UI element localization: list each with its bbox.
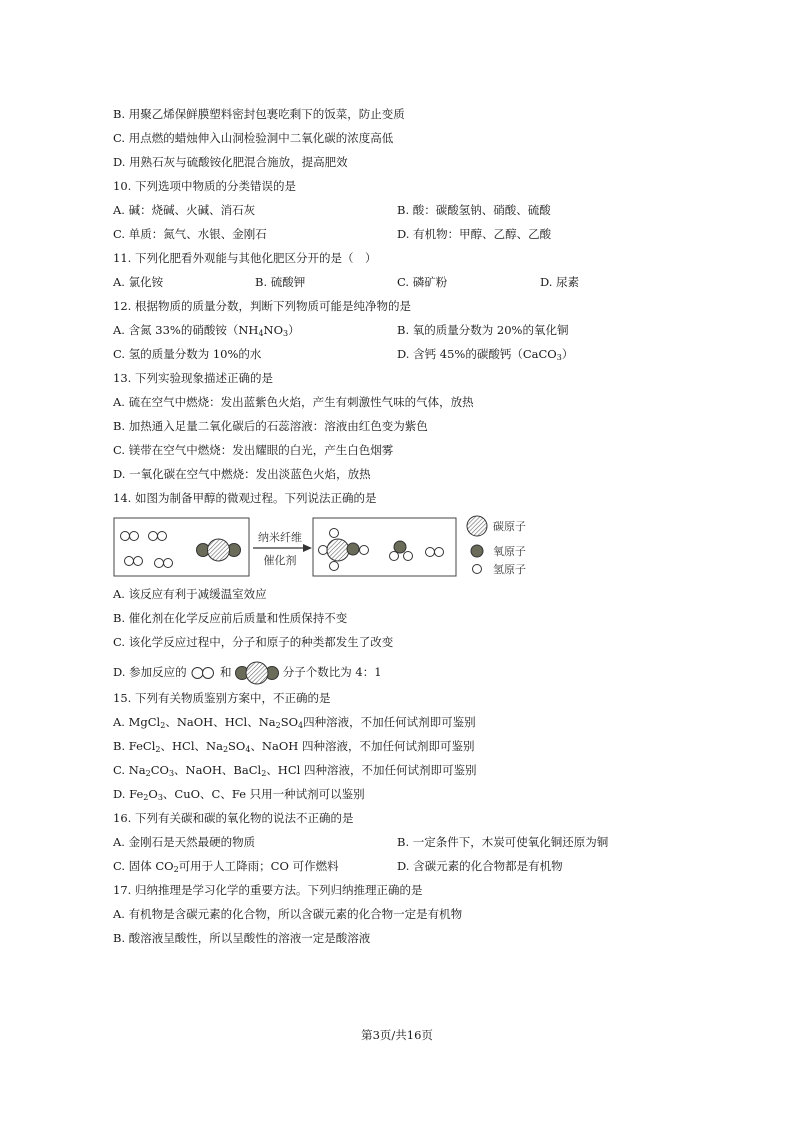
q16-option-b: B. 一定条件下，木炭可使氧化铜还原为铜: [397, 835, 609, 849]
q10-option-d: D. 有机物：甲醇、乙醇、乙酸: [397, 227, 552, 241]
arrow-label-top: 纳米纤维: [258, 531, 302, 544]
q9-option-b: B. 用聚乙烯保鲜膜塑料密封包裹吃剩下的饭菜，防止变质: [113, 107, 405, 121]
q13-option-c: C. 镁带在空气中燃烧：发出耀眼的白光，产生白色烟雾: [113, 443, 394, 457]
q13-option-d: D. 一氧化碳在空气中燃烧：发出淡蓝色火焰，放热: [113, 467, 371, 481]
q10-stem: 10. 下列选项中物质的分类错误的是: [113, 179, 296, 193]
q17-option-a: A. 有机物是含碳元素的化合物，所以含碳元素的化合物一定是有机物: [113, 907, 463, 921]
page-number: 第3页/共16页: [361, 1028, 433, 1042]
q15-option-b: B. FeCl$_2$、HCl、$Na_2SO_4$、NaOH 四种溶液，不加任何试剂即可鉴别: [113, 739, 475, 754]
q10-option-b: B. 酸：碳酸氢钠、硝酸、硫酸: [397, 203, 551, 217]
co2-molecule-icon: [235, 661, 279, 685]
carbon-atom-legend: [467, 516, 487, 536]
q14-option-c: C. 该化学反应过程中，分子和原子的种类都发生了改变: [113, 635, 394, 649]
arrow-label-bottom: 催化剂: [263, 554, 297, 567]
legend-oxygen-label: 氧原子: [493, 545, 526, 558]
q12-option-b: B. 氧的质量分数为 20%的氧化铜: [397, 323, 569, 337]
q14-stem: 14. 如图为制备甲醇的微观过程。下列说法正确的是: [113, 491, 377, 505]
q14-option-a: A. 该反应有利于减缓温室效应: [113, 587, 267, 601]
q14-option-b: B. 催化剂在化学反应前后质量和性质保持不变: [113, 611, 348, 625]
q11-option-a: A. 氯化铵: [113, 275, 164, 289]
q16-option-d: D. 含碳元素的化合物都是有机物: [397, 859, 563, 873]
q17-stem: 17. 归纳推理是学习化学的重要方法。下列归纳推理正确的是: [113, 883, 423, 897]
q9-option-d: D. 用熟石灰与硫酸铵化肥混合施放，提高肥效: [113, 155, 348, 169]
q13-option-b: B. 加热通入足量二氧化碳后的石蕊溶液：溶液由红色变为紫色: [113, 419, 428, 433]
q16-stem: 16. 下列有关碳和碳的氧化物的说法不正确的是: [113, 811, 354, 825]
q15-option-d: D. $Fe_2O_3$、CuO、C、Fe 只用一种试剂可以鉴别: [113, 787, 365, 802]
q9-option-c: C. 用点燃的蜡烛伸入山洞检验洞中二氧化碳的浓度高低: [113, 131, 394, 145]
legend-hydrogen-label: 氢原子: [493, 563, 526, 576]
reaction-diagram: [113, 514, 533, 580]
q14-option-d: D. 参加反应的 和 分子个数比为 4：1: [113, 661, 382, 685]
q12-option-d: D. 含钙 45%的碳酸钙（CaCO$_3$）: [397, 347, 574, 362]
q12-option-a: A. 含氮 33%的硝酸铵$(NH_4NO_3)$: [113, 323, 300, 338]
oxygen-atom-legend: [471, 545, 483, 557]
q11-option-c: C. 磷矿粉: [397, 275, 448, 289]
q11-option-d: D. 尿素: [540, 275, 580, 289]
q13-stem: 13. 下列实验现象描述正确的是: [113, 371, 273, 385]
q10-option-c: C. 单质：氮气、水银、金刚石: [113, 227, 267, 241]
hydrogen-atom-legend: [473, 565, 482, 574]
q16-option-c: C. 固体 $CO_2$可用于人工降雨；CO 可作燃料: [113, 859, 339, 874]
h2-molecule-icon: [190, 666, 216, 680]
q13-option-a: A. 硫在空气中燃烧：发出蓝紫色火焰，产生有刺激性气味的气体，放热: [113, 395, 474, 409]
q17-option-b: B. 酸溶液呈酸性，所以呈酸性的溶液一定是酸溶液: [113, 931, 371, 945]
q12-option-c: C. 氢的质量分数为 10%的水: [113, 347, 262, 361]
q15-option-c: C. $Na_2CO_3$、NaOH、BaCl$_2$、HCl 四种溶液，不加任何试剂即可鉴别: [113, 763, 477, 778]
q15-option-a: A. MgCl$_2$、NaOH、HCl、$Na_2SO_4$四种溶液，不加任何试剂即可鉴别: [113, 715, 476, 730]
q15-stem: 15. 下列有关物质鉴别方案中，不正确的是: [113, 691, 331, 705]
q16-option-a: A. 金刚石是天然最硬的物质: [113, 835, 256, 849]
legend-carbon-label: 碳原子: [493, 520, 526, 533]
q12-stem: 12. 根据物质的质量分数，判断下列物质可能是纯净物的是: [113, 299, 411, 313]
q11-option-b: B. 硫酸钾: [255, 275, 306, 289]
q11-stem: 11. 下列化肥看外观能与其他化肥区分开的是（ ）: [113, 251, 377, 265]
q10-option-a: A. 碱：烧碱、火碱、消石灰: [113, 203, 256, 217]
